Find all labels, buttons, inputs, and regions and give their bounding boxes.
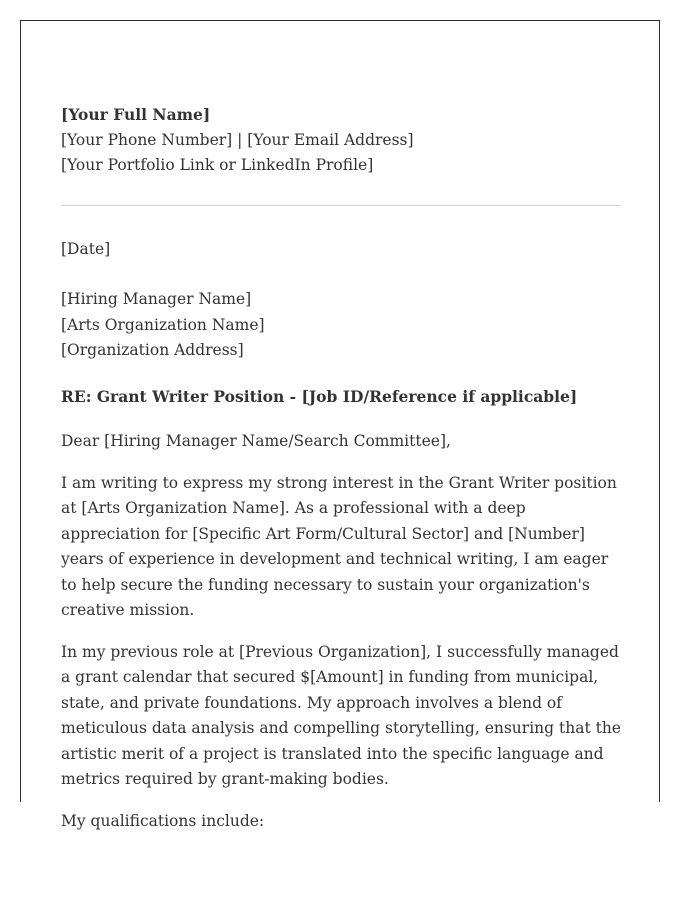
body-paragraph-qualifications: My qualifications include: — [61, 811, 265, 830]
recipient-block — [61, 287, 621, 364]
recipient-address: [Organization Address] — [61, 341, 244, 359]
header-divider — [61, 205, 621, 206]
letter-date: [Date] — [61, 239, 111, 258]
subject-line: RE: Grant Writer Position - [Job ID/Reference if applicable] — [61, 386, 578, 406]
letter-page — [20, 20, 660, 830]
sender-contact: [Your Phone Number] | [Your Email Address] — [61, 130, 414, 149]
recipient-manager: [Hiring Manager Name] — [61, 290, 252, 308]
body-paragraph-intro: I am writing to express my strong interest in the Grant Writer position at [Arts Organization Name]. As a professional with a deep appreciation for [Specific Art Form/Cultural Sector] and [Number] years of experience in development and technical writing, I am eager to help secure the funding necessary to sustain your organization's creative mission. — [61, 473, 617, 619]
sender-header — [61, 102, 621, 179]
sender-name: [Your Full Name] — [61, 105, 211, 124]
body-paragraph-experience: In my previous role at [Previous Organization], I successfully managed a grant calendar that secured $[Amount] in funding from municipal, state, and private foundations. My approach involves a blend of meticulous data analysis and compelling storytelling, ensuring that the artistic merit of a project is translated into the specific language and metrics required by grant-making bodies. — [61, 642, 621, 788]
letter-date-block — [61, 237, 621, 263]
letter-content — [61, 102, 621, 850]
salutation: Dear [Hiring Manager Name/Search Committee], — [61, 432, 451, 450]
recipient-organization: [Arts Organization Name] — [61, 315, 265, 334]
sender-portfolio: [Your Portfolio Link or LinkedIn Profile] — [61, 156, 374, 174]
